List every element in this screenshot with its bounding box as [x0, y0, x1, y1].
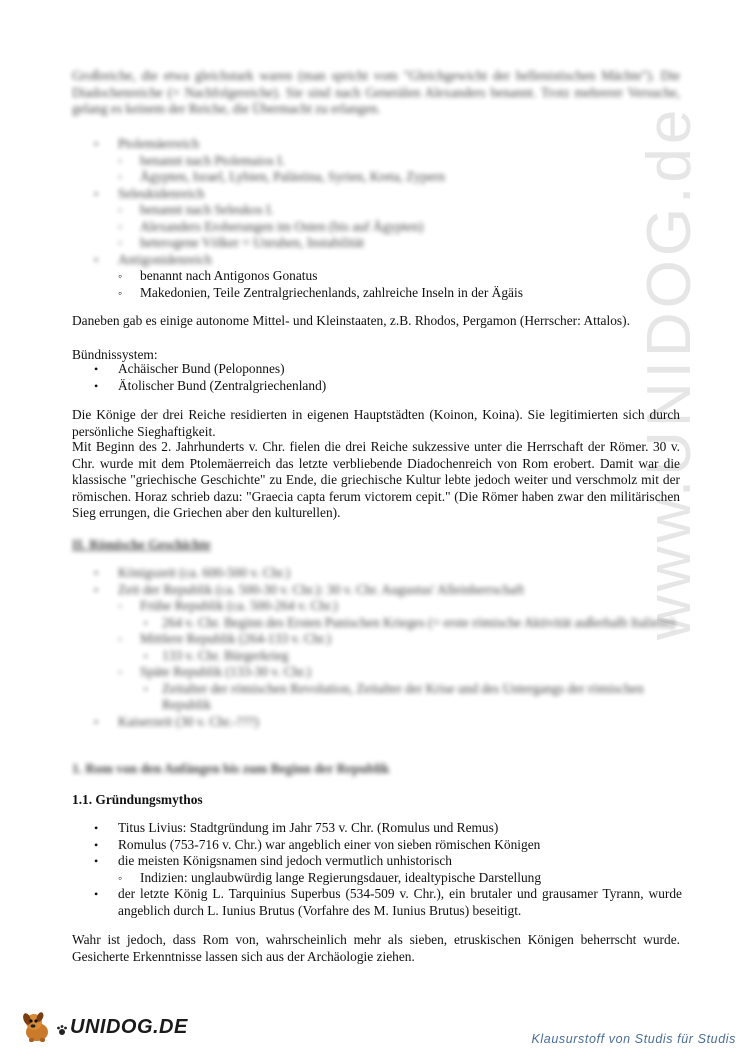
alliance-item: • Achäischer Bund (Peloponnes) — [72, 361, 682, 378]
alliance-list — [72, 361, 682, 394]
periods-list-blurred — [72, 565, 682, 730]
myth-item: • Romulus (753-716 v. Chr.) war angeblich einer von sieben römischen Königen — [72, 837, 682, 854]
myth-subitem: ◦ Indizien: unglaubwürdig lange Regierungsdauer, idealtypische Darstellung — [72, 870, 682, 887]
realm-subitem: ◦ heterogene Völker = Unruhen, Instabilität — [72, 235, 682, 252]
antigonid-subitem: ◦ Makedonien, Teile Zentralgriechenlands, zahlreiche Inseln in der Ägäis — [72, 285, 682, 302]
period-item: • Kaiserzeit (30 v. Chr.-???) — [72, 714, 682, 731]
kings-paragraph: Die Könige der drei Reiche residierten in eigenen Hauptstädten (Koinon, Koina). Sie legitimierten sich durch persönliche Sieghaftigkeit. — [72, 407, 680, 439]
closing-paragraph: Wahr ist jedoch, dass Rom von, wahrscheinlich mehr als sieben, etruskischen Königen beherrscht wurde. Gesicherte Erkenntnisse lassen sich aus der Archäologie ziehen. — [72, 932, 680, 964]
myth-item: • Titus Livius: Stadtgründung im Jahr 753 v. Chr. (Romulus und Remus) — [72, 820, 682, 837]
period-item: • Königszeit (ca. 600-500 v. Chr.) — [72, 565, 682, 582]
myth-item: • die meisten Königsnamen sind jedoch vermutlich unhistorisch — [72, 853, 682, 870]
myth-item: • der letzte König L. Tarquinius Superbus (534-509 v. Chr.), ein brutaler und grausamer Tyrann, wurde angeblich durch L. Iunius Brutus (Vorfahre des M. Iunius Brutus) beseitigt. — [72, 886, 682, 919]
unidog-logo[interactable] — [20, 1010, 188, 1044]
realm-item: • Ptolemäerreich — [72, 136, 682, 153]
myth-list — [72, 820, 682, 919]
period-detail: ▪ 264 v. Chr. Beginn des Ersten Punischen Krieges (= erste römische Aktivität außerhalb Italiens) — [72, 615, 682, 632]
subsection-heading-blurred: 1. Rom von den Anfängen bis zum Beginn der Republik — [72, 761, 390, 776]
realm-subitem: ◦ benannt nach Ptolemaios I. — [72, 153, 682, 170]
subsection-heading: 1.1. Gründungsmythos — [72, 792, 203, 807]
period-item: • Zeit der Republik (ca. 500-30 v. Chr.): 30 v. Chr. Augustus' Alleinherrschaft — [72, 582, 682, 599]
period-detail: ▪ Zeitalter der römischen Revolution, Zeitalter der Krise und des Untergangs der römischen Republik — [72, 681, 682, 714]
footer-tagline: Klausurstoff von Studis für Studis — [531, 1032, 736, 1046]
dog-mascot-icon — [20, 1010, 54, 1044]
realms-list — [72, 136, 682, 301]
period-subitem: ◦ Frühe Republik (ca. 500-264 v. Chr.) — [72, 598, 682, 615]
realm-item: • Antigonidenreich — [72, 252, 682, 269]
alliance-item: • Ätolischer Bund (Zentralgriechenland) — [72, 378, 682, 395]
watermark: www.UNIDOG.de — [635, 105, 704, 640]
section-heading-blurred: II. Römische Geschichte — [72, 537, 211, 552]
intro-paragraph-blurred: Großreiche, die etwa gleichstark waren (man spricht vom "Gleichgewicht der hellenistischen Mächte"). Die Diadochenreiche (= Nachfolgereiche). Sie sind nach Generälen Alexanders benannt. Trotz mehrerer Versuche, gelang es keinem der Reiche, die Übermacht zu erlangen. — [72, 68, 680, 116]
period-subitem: ◦ Mittlere Republik (264-133 v. Chr.) — [72, 631, 682, 648]
alliance-title: Bündnissystem: — [72, 347, 158, 362]
antigonid-subitem: ◦ benannt nach Antigonos Gonatus — [72, 268, 682, 285]
realm-subitem: ◦ Ägypten, Israel, Lybien, Palästina, Syrien, Kreta, Zypern — [72, 169, 682, 186]
realm-item: • Seleukidenreich — [72, 186, 682, 203]
autonomous-states-paragraph: Daneben gab es einige autonome Mittel- und Kleinstaaten, z.B. Rhodos, Pergamon (Herrscher: Attalos). — [72, 313, 630, 328]
period-detail: ▪ 133 v. Chr. Bürgerkrieg — [72, 648, 682, 665]
realm-subitem: ◦ Alexanders Eroberungen im Osten (bis auf Ägypten) — [72, 219, 682, 236]
rome-paragraph: Mit Beginn des 2. Jahrhunderts v. Chr. fielen die drei Reiche sukzessive unter die Herrschaft der Römer. 30 v. Chr. wurde mit dem Ptolemäerreich das letzte verbliebende Diadochenreich von Rom erobert. Damit war die klassische "griechische Geschichte" zu Ende, die griechische Kultur lebte jedoch weiter und verschmolz mit der römischen. Horaz schrieb dazu: "Graecia capta ferum victorem cepit." (Die Römer haben zwar den militärischen Sieg errungen, die Griechen aber den kulturellen). — [72, 439, 680, 520]
realm-subitem: ◦ benannt nach Seleukos I. — [72, 202, 682, 219]
period-subitem: ◦ Späte Republik (133-30 v. Chr.) — [72, 664, 682, 681]
logo-text: UNIDOG.DE — [70, 1015, 188, 1038]
paw-icon — [56, 1024, 68, 1036]
